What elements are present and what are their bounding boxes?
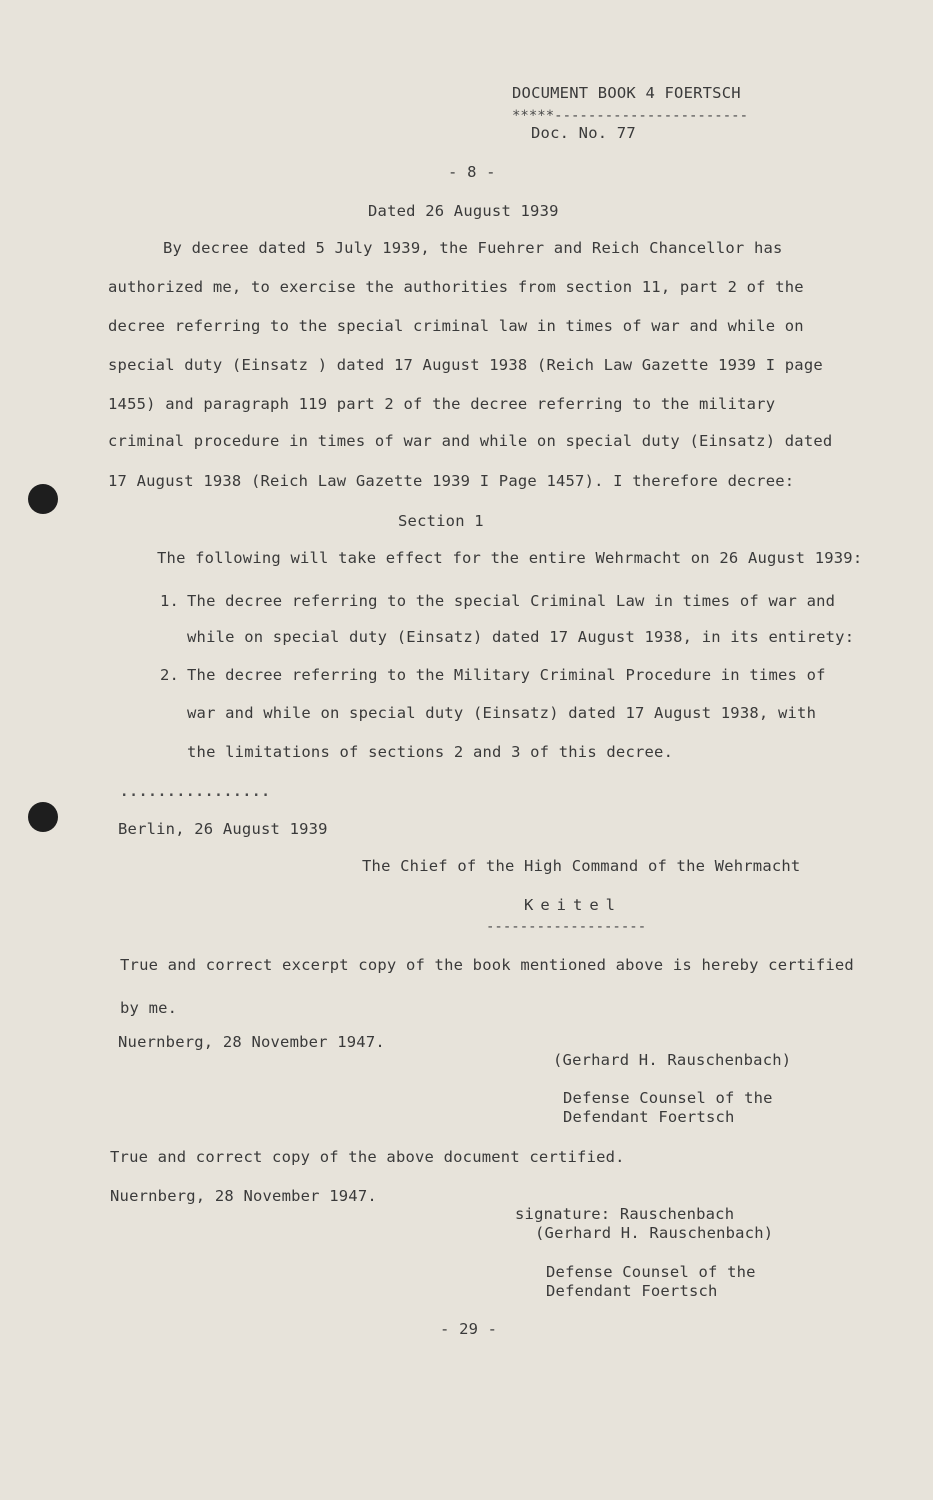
item-line: the limitations of sections 2 and 3 of this decree. (187, 743, 674, 761)
section-heading: Section 1 (398, 512, 484, 530)
item-line: The decree referring to the Military Criminal Procedure in times of (187, 666, 826, 684)
page-marker-bottom: - 29 - (440, 1320, 498, 1338)
punch-hole-bottom (28, 802, 58, 832)
chief-name: Keitel (524, 896, 622, 914)
dotted-rule: ................ (120, 784, 271, 800)
item-number: 1. (160, 592, 180, 610)
certification-line: True and correct copy of the above document certified. (110, 1148, 625, 1166)
body-line: 1455) and paragraph 119 part 2 of the decree referring to the military (108, 395, 776, 413)
place-date: Berlin, 26 August 1939 (118, 820, 328, 838)
certifier-name: (Gerhard H. Rauschenbach) (553, 1051, 792, 1069)
certification-place-date: Nuernberg, 28 November 1947. (118, 1033, 385, 1051)
header-rule: *****----------------------- (512, 108, 749, 124)
body-line: criminal procedure in times of war and while on special duty (Einsatz) dated (108, 432, 833, 450)
document-book-title: DOCUMENT BOOK 4 FOERTSCH (512, 84, 741, 102)
certifier-name: (Gerhard H. Rauschenbach) (535, 1224, 774, 1242)
dated-line: Dated 26 August 1939 (368, 202, 559, 220)
item-line: The decree referring to the special Criminal Law in times of war and (187, 592, 836, 610)
section-intro: The following will take effect for the entire Wehrmacht on 26 August 1939: (157, 549, 863, 567)
chief-rule: ------------------- (486, 919, 647, 935)
signature-line: signature: Rauschenbach (515, 1205, 735, 1223)
page-marker-top: - 8 - (448, 163, 496, 181)
certification-line: by me. (120, 999, 178, 1017)
item-line: war and while on special duty (Einsatz) dated 17 August 1938, with (187, 704, 817, 722)
certification-line: True and correct excerpt copy of the book mentioned above is hereby certified (120, 956, 854, 974)
certifier-role: Defendant Foertsch (546, 1282, 718, 1300)
body-line: special duty (Einsatz ) dated 17 August 1938 (Reich Law Gazette 1939 I page (108, 356, 823, 374)
certifier-role: Defense Counsel of the (563, 1089, 773, 1107)
punch-hole-top (28, 484, 58, 514)
item-number: 2. (160, 666, 180, 684)
chief-title: The Chief of the High Command of the Wehrmacht (362, 857, 801, 875)
certifier-role: Defendant Foertsch (563, 1108, 735, 1126)
certification-place-date: Nuernberg, 28 November 1947. (110, 1187, 377, 1205)
document-number: Doc. No. 77 (531, 124, 636, 142)
body-line: decree referring to the special criminal law in times of war and while on (108, 317, 804, 335)
body-line: By decree dated 5 July 1939, the Fuehrer and Reich Chancellor has (163, 239, 783, 257)
item-line: while on special duty (Einsatz) dated 17 August 1938, in its entirety: (187, 628, 855, 646)
body-line: authorized me, to exercise the authorities from section 11, part 2 of the (108, 278, 804, 296)
body-line: 17 August 1938 (Reich Law Gazette 1939 I Page 1457). I therefore decree: (108, 472, 795, 490)
certifier-role: Defense Counsel of the (546, 1263, 756, 1281)
